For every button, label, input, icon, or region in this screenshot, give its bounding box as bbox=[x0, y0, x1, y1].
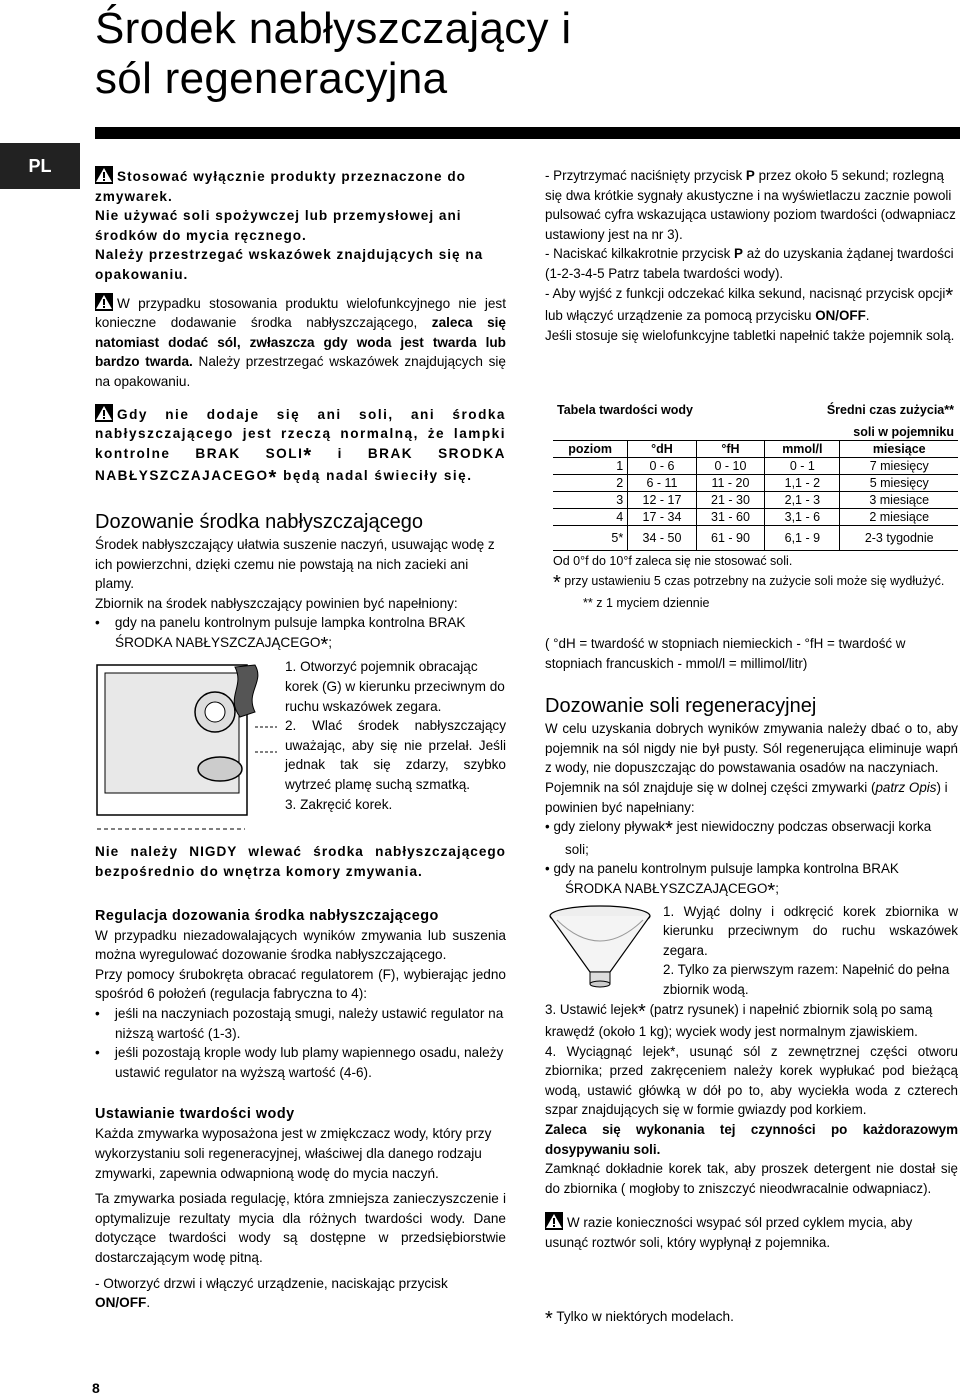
water-hardness-table bbox=[553, 396, 958, 551]
table-note-1: Od 0°f do 10°f zaleca się nie stosować soli. bbox=[553, 554, 793, 568]
table-consumption-header: Średni czas zużycia** bbox=[826, 403, 954, 417]
dose-step-3: 3. Zakręcić korek. bbox=[285, 796, 393, 812]
table-note-2: * przy ustawieniu 5 czas potrzebny na zużycie soli może się wydłużyć. ** z 1 myciem dziennie bbox=[553, 572, 945, 610]
dose-bullet: • gdy na panelu kontrolnym pulsuje lampka kontrolna BRAK ŚRODKA NABŁYSZCZAJĄCEGO*; bbox=[95, 615, 466, 656]
multifunction-tablets-note: Jeśli stosuje się wielofunkcyjne tabletki napełnić także pojemnik solą. bbox=[545, 327, 955, 343]
right-column-top bbox=[545, 166, 957, 345]
warning-block-3: Gdy nie dodaje się ani soli, ani środka nabłyszczającego jest rzeczą normalną, że lampki kontrolne BRAK SOLI* i BRAK SRODKA NABŁYSZCZAJACEGO* będą nadal świeciły się. bbox=[95, 404, 506, 489]
footnote: * Tylko w niektórych modelach. bbox=[545, 1308, 734, 1330]
salt-step-4: 4. Wyciągnąć lejek*, usunąć sól z zewnętrznej części otworu zbiornika; przed zakręceniem należy korek wypłukać pod bieżącą wodą, ustawić główką w dół po to, aby wyciekła woda z czterech szpar znajdujących się w formie gwiazdy pod korkiem. bbox=[545, 1043, 958, 1118]
salt-close-note: Zamknąć dokładnie korek tak, aby proszek detergent nie dostał się do zbiornika ( mogłoby to zniszczyć nieodwracalnie odwapniacz). bbox=[545, 1161, 958, 1196]
regulation-bullet-1: • jeśli na naczyniach pozostają smugi, należy ustawić regulator na niższą wartość (1-3). bbox=[95, 1006, 504, 1041]
salt-warning: W razie konieczności wsypać sól przed cyklem mycia, aby usunąć roztwór soli, który wypłynął z pojemnika. bbox=[545, 1212, 958, 1252]
hardness-step-3: - Aby wyjść z funkcji odczekać kilka sekund, nacisnąć przycisk opcji* lub włączyć urządzenie za pomocą przycisku ON/OFF. bbox=[545, 284, 954, 324]
table-row: 1 0 - 6 0 - 10 0 - 1 7 miesięcy bbox=[553, 458, 958, 475]
salt-paragraph-2: Pojemnik na sól znajduje się w dolnej części zmywarki (patrz Opis) i powinien być napełniany: bbox=[545, 779, 948, 815]
hardness-paragraph-2: Ta zmywarka posiada regulację, która zmniejsza zanieczyszczenie i optymalizuje rezultaty mycia dla różnych twardości wody. Dane dotyczące twardości wody są dostępne w przedsiębiorstwie dostarczającym wodę pitną. bbox=[95, 1191, 506, 1265]
page-title: Środek nabłyszczający i sól regeneracyjna bbox=[95, 4, 572, 103]
rinse-aid-dispenser-illustration bbox=[95, 657, 285, 842]
hardness-table-block bbox=[553, 396, 958, 613]
units-note: ( °dH = twardość w stopniach niemieckich - °fH = twardość w stopniach francuskich - mmol/l = millimol/litr) bbox=[545, 636, 906, 671]
dose-fill-intro: Zbiornik na środek nabłyszczający powinien być napełniony: bbox=[95, 595, 458, 611]
table-row: 5* 34 - 50 61 - 90 6,1 - 9 2-3 tygodnie bbox=[553, 526, 958, 551]
right-column-bottom bbox=[545, 634, 958, 1253]
salt-steps-area bbox=[545, 902, 958, 1000]
warning-triangle-icon bbox=[95, 293, 113, 311]
table-header-row: poziom °dH °fH mmol/l miesiące bbox=[553, 441, 958, 458]
left-column bbox=[95, 166, 506, 1313]
table-notes bbox=[553, 551, 958, 613]
warning-block-2: W przypadku stosowania produktu wielofunkcyjnego nie jest konieczne dodawanie środka nabłyszczającego, zaleca się natomiast dodać sól, zwłaszcza gdy woda jest twarda lub bardzo twarda. Należy przestrzegać wskazówek znajdujących się na opakowaniu. bbox=[95, 293, 506, 392]
table-row: 4 17 - 34 31 - 60 3,1 - 6 2 miesiące bbox=[553, 509, 958, 526]
hardness-step-2: - Naciskać kilkakrotnie przycisk P aż do uzyskania żądanej twardości (1-2-3-4-5 Patrz tabela twardości wody). bbox=[545, 246, 954, 281]
salt-bullet-2: • gdy na panelu kontrolnym pulsuje lampka kontrolna BRAK ŚRODKA NABŁYSZCZAJĄCEGO*; bbox=[545, 861, 899, 902]
dose-paragraph: Środek nabłyszczający ułatwia suszenie naczyń, usuwając wodę z ich powierzchni, dzięki czemu nie powstają na nich zacieki ani plamy. bbox=[95, 536, 495, 592]
heading-salt-dosing: Dozowanie soli regeneracyjnej bbox=[545, 695, 817, 718]
heading-rinse-aid-regulation: Regulacja dozowania środka nabłyszczającego bbox=[95, 907, 439, 924]
table-title: Tabela twardości wody bbox=[557, 403, 693, 417]
warning-triangle-icon bbox=[95, 404, 113, 422]
table-row: 3 12 - 17 21 - 30 2,1 - 3 3 miesiące bbox=[553, 492, 958, 509]
salt-bullet-1: • gdy zielony pływak* jest niewidoczny podczas obserwacji korka soli; bbox=[545, 818, 932, 857]
language-tab: PL bbox=[0, 143, 80, 189]
hardness-step-1: - Przytrzymać naciśnięty przycisk P przez około 5 sekund; rozlegną się dwa krótkie sygnały akustyczne i na wyświetlaczu zacznie powoli pulsować cyfra wskazująca ustawiony poziom twardości (odwapniacz ustawiony jest na nr 3). bbox=[545, 168, 956, 242]
salt-recommendation: Zaleca się wykonania tej czynności po każdorazowym dosypywaniu soli. bbox=[545, 1122, 958, 1157]
regulation-paragraph-2: Przy pomocy śrubokręta obracać regulatorem (F), wybierając jedno spośród 6 położeń (regulacja fabryczna to 4): bbox=[95, 966, 506, 1002]
warning-triangle-icon bbox=[545, 1212, 563, 1230]
heading-water-hardness: Ustawianie twardości wody bbox=[95, 1106, 295, 1123]
dose-step-1: 1. Otworzyć pojemnik obracając korek (G) w kierunku przeciwnym do ruchu wskazówek zegara. bbox=[285, 659, 505, 714]
page-number: 8 bbox=[92, 1380, 100, 1396]
hardness-paragraph-1: Każda zmywarka wyposażona jest w zmiękczacz wody, który przy wykorzystaniu soli regeneracyjnej, właściwej dla danego rodzaju zmywarki, zapewnia odwapnioną wodę do mycia naczyń. bbox=[95, 1126, 492, 1181]
warning-triangle-icon bbox=[95, 166, 113, 184]
regulation-paragraph-1: W przypadku niezadowalających wyników zmywania lub suszenia można wyregulować dozowanie środka nabłyszczającego. bbox=[95, 927, 506, 963]
warning-block-1: Stosować wyłącznie produkty przeznaczone do zmywarek. Nie używać soli spożywczej lub przemysłowej ani środków do mycia ręcznego. Należy przestrzegać wskazówek znajdujących się na opakowaniu. bbox=[95, 166, 506, 285]
title-rule bbox=[95, 127, 960, 139]
regulation-bullet-2: • jeśli pozostają krople wody lub plamy wapiennego osadu, należy ustawić regulator na wyższą wartość (4-6). bbox=[95, 1045, 504, 1080]
heading-rinse-aid-dosing: Dozowanie środka nabłyszczającego bbox=[95, 510, 423, 533]
dose-never-warning: Nie należy NIGDY wlewać środka nabłyszczającego bezpośrednio do wnętrza komory zmywania. bbox=[95, 844, 506, 880]
table-container-header: soli w pojemniku bbox=[765, 424, 958, 441]
salt-step-3: 3. Ustawić lejek* (patrz rysunek) i napełnić zbiornik solą po samą krawędź (około 1 kg); wyciek wody jest normalnym zjawiskiem. bbox=[545, 1000, 933, 1040]
salt-funnel-illustration bbox=[545, 902, 663, 997]
hardness-paragraph-3: - Otworzyć drzwi i włączyć urządzenie, naciskając przycisk ON/OFF. bbox=[95, 1275, 448, 1311]
dose-step-2: 2. Wlać środek nabłyszczający uważając, aby się nie przelał. Jeśli jednak tak się zdarzy, szybko wytrzeć plamę suchą szmatką. bbox=[285, 718, 506, 793]
salt-step-1: 1. Wyjąć dolny i odkręcić korek zbiornika w kierunku przeciwnym do ruchu wskazówek zegara. bbox=[663, 903, 958, 958]
salt-step-2: 2. Tylko za pierwszym razem: Napełnić do pełna zbiornik wodą. bbox=[663, 962, 950, 997]
table-row: 2 6 - 11 11 - 20 1,1 - 2 5 miesięcy bbox=[553, 475, 958, 492]
dose-steps-area bbox=[95, 657, 506, 842]
salt-paragraph-1: W celu uzyskania dobrych wyników zmywania należy dbać o to, aby pojemnik na sól nigdy nie był pusty. Sól regenerująca eliminuje wapń z wody, nie dopuszczając do powstawania osadów na naczyniach. bbox=[545, 721, 958, 776]
